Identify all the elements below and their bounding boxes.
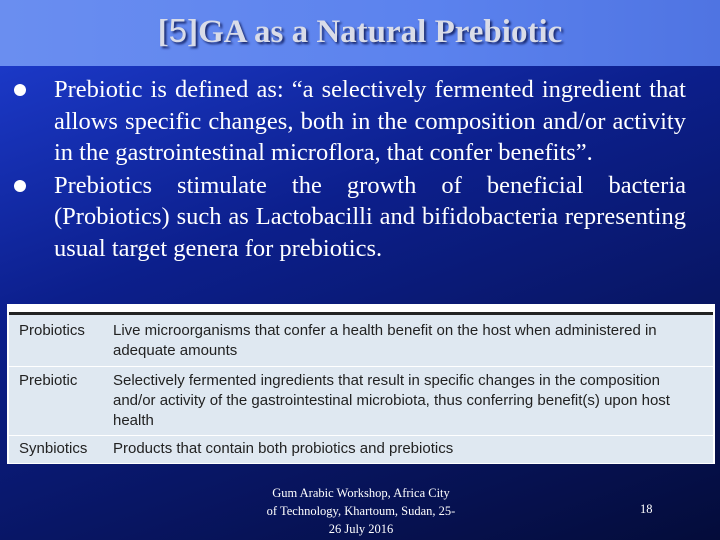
bullet-dot-icon [14, 84, 26, 96]
title-bracket: [ [157, 14, 169, 50]
footer-line: of Technology, Khartoum, Sudan, 25- [266, 504, 456, 518]
table-term: Probiotics [19, 322, 85, 339]
title-text: ]GA as a Natural Prebiotic [187, 14, 563, 50]
table-definition: Products that contain both probiotics and prebiotics [113, 440, 454, 457]
footer-text [250, 484, 472, 538]
title-number: 5 [168, 12, 188, 49]
bullet-item [14, 170, 686, 265]
bullet-dot-icon [14, 180, 26, 192]
row-divider [9, 435, 713, 436]
bullet-text: Prebiotic is defined as: “a selectively fermented ingredient that allows specific changes, both in the composition and/or activity in the gastrointestinal microflora, that confer benefits”. [54, 76, 686, 166]
table-definition: Live microorganisms that confer a health benefit on the host when administered in adequate amounts [113, 322, 657, 359]
bullet-list [14, 74, 686, 264]
bullet-item [14, 74, 686, 169]
row-divider [9, 366, 713, 367]
definitions-table [7, 304, 715, 464]
footer-line: Gum Arabic Workshop, Africa City [272, 486, 450, 500]
table-term: Synbiotics [19, 440, 88, 457]
table-definition: Selectively fermented ingredients that result in specific changes in the composition and/or activity of the gastrointestinal microbiota, thus conferring benefit(s) upon host health [113, 372, 670, 429]
table-term: Prebiotic [19, 372, 78, 389]
slide-title [0, 12, 720, 51]
page-number: 18 [640, 502, 653, 516]
bullet-text: Prebiotics stimulate the growth of beneficial bacteria (Probiotics) such as Lactobacilli and bifidobacteria representing usual target genera for prebiotics. [54, 171, 686, 262]
footer-line: 26 July 2016 [328, 522, 394, 536]
table-body [9, 312, 713, 463]
